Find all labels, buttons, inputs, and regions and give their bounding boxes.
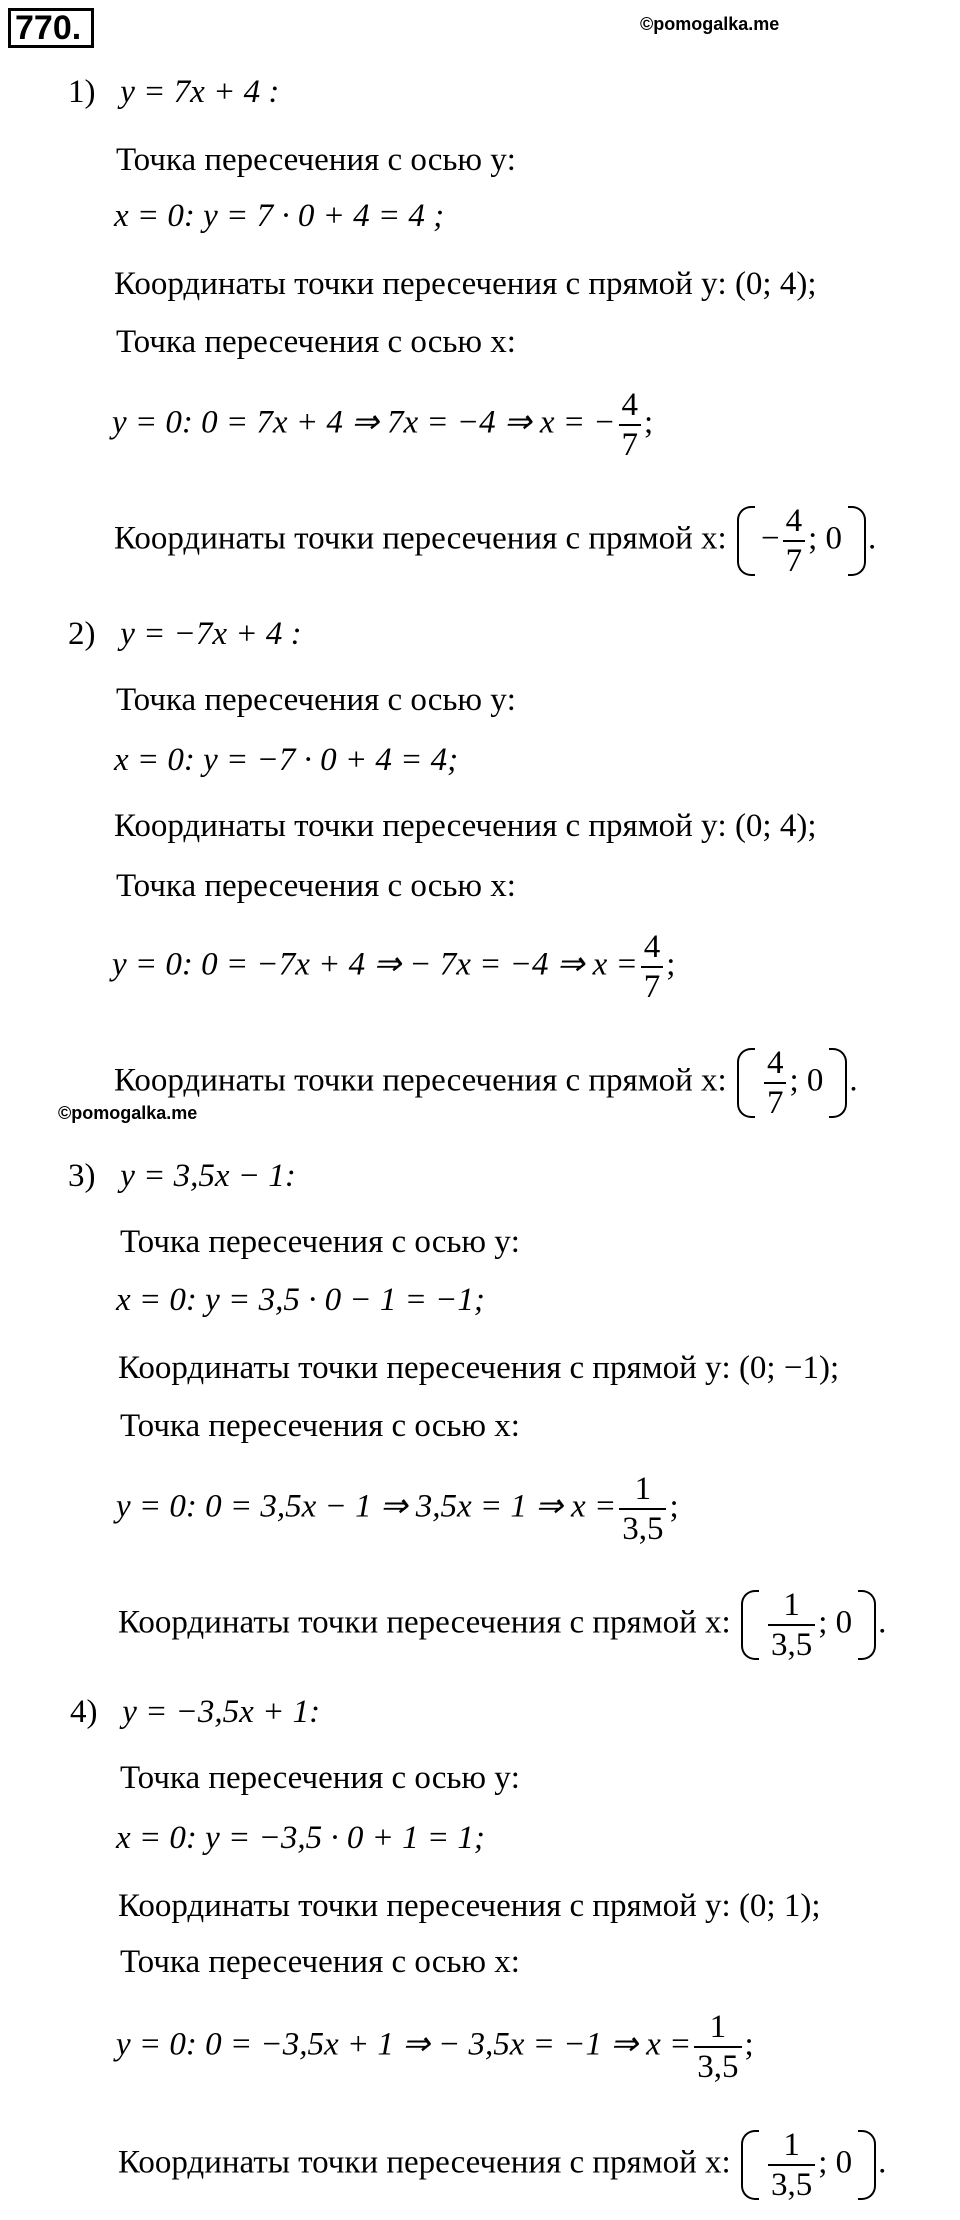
fraction [694, 2008, 741, 2086]
fraction-numerator: 1 [619, 1470, 666, 1510]
fraction [783, 502, 806, 580]
x-result-text: Координаты точки пересечения с прямой x: [114, 520, 727, 557]
fraction-numerator: 1 [694, 2008, 741, 2048]
problem-equation: y = −3,5x + 1: [122, 1694, 321, 1730]
watermark-middle: ©pomogalka.me [58, 1103, 198, 1123]
problem-1-heading [68, 72, 279, 112]
problem-label: 2) [68, 616, 96, 652]
x-calc-end: ; [669, 1488, 679, 1525]
y-intersection-result: Координаты точки пересечения с прямой y: (0; 4); [114, 808, 817, 844]
y-intersection-result: Координаты точки пересечения с прямой y: (0; 4); [114, 266, 817, 302]
x-calc-text: y = 0: 0 = 3,5x − 1 ⇒ 3,5x = 1 ⇒ x = [116, 1488, 617, 1525]
x-calc-text: y = 0: 0 = −7x + 4 ⇒ − 7x = −4 ⇒ x = [112, 946, 638, 983]
coordinate-tail: ; 0 [808, 520, 842, 557]
fraction [768, 2126, 815, 2204]
fraction-denominator: 3,5 [697, 2049, 739, 2085]
coordinate-tail: ; 0 [818, 2144, 853, 2181]
fraction [768, 1586, 815, 1664]
fraction [641, 928, 664, 1006]
x-intersection-result [114, 502, 876, 580]
coordinate-parentheses [739, 2126, 878, 2204]
fraction-numerator: 4 [619, 386, 642, 426]
x-calc-text: y = 0: 0 = −3,5x + 1 ⇒ − 3,5x = −1 ⇒ x = [116, 2026, 692, 2063]
fraction-numerator: 1 [768, 1586, 815, 1626]
fraction [619, 386, 642, 464]
x-intersection-header: Точка пересечения с осью x: [116, 324, 516, 360]
problem-equation: y = 7x + 4 : [120, 74, 280, 110]
y-intersection-calc: x = 0: y = −3,5 · 0 + 1 = 1; [116, 1820, 485, 1856]
problem-equation: y = −7x + 4 : [120, 616, 302, 652]
problem-4-heading [70, 1692, 320, 1732]
y-intersection-header: Точка пересечения с осью y: [116, 142, 516, 178]
problem-label: 3) [68, 1158, 96, 1194]
fraction-denominator: 7 [766, 1085, 784, 1121]
fraction-denominator: 7 [643, 969, 661, 1005]
problem-label: 4) [70, 1694, 98, 1730]
x-intersection-header: Точка пересечения с осью x: [120, 1944, 520, 1980]
y-intersection-header: Точка пересечения с осью y: [120, 1760, 520, 1796]
x-intersection-result [118, 1586, 886, 1664]
x-calc-end: ; [744, 2026, 754, 2063]
fraction-denominator: 3,5 [622, 1511, 664, 1547]
fraction [764, 1044, 787, 1122]
fraction-denominator: 7 [785, 543, 803, 579]
coordinate-parentheses [735, 502, 868, 580]
y-intersection-calc: x = 0: y = −7 · 0 + 4 = 4; [114, 742, 459, 778]
task-number: 770. [8, 8, 94, 48]
x-result-text: Координаты точки пересечения с прямой x: [118, 2144, 731, 2181]
x-calc-end: ; [644, 404, 654, 441]
x-result-text: Координаты точки пересечения с прямой x: [118, 1604, 731, 1641]
y-intersection-result: Координаты точки пересечения с прямой y: (0; −1); [118, 1350, 840, 1386]
coordinate-parentheses [739, 1586, 878, 1664]
x-intersection-calc [116, 2008, 754, 2086]
result-end: . [849, 1062, 858, 1099]
problem-label: 1) [68, 74, 96, 110]
x-intersection-header: Точка пересечения с осью x: [120, 1408, 520, 1444]
fraction-numerator: 4 [783, 502, 806, 542]
y-intersection-result: Координаты точки пересечения с прямой y: (0; 1); [118, 1888, 821, 1924]
x-intersection-result [118, 2126, 886, 2204]
result-end: . [868, 520, 877, 557]
result-end: . [878, 2144, 887, 2181]
fraction-denominator: 3,5 [770, 1627, 813, 1663]
fraction [619, 1470, 666, 1548]
x-calc-end: ; [666, 946, 676, 983]
coordinate-parentheses [735, 1044, 849, 1122]
fraction-numerator: 1 [768, 2126, 815, 2166]
fraction-denominator: 3,5 [770, 2167, 813, 2203]
y-intersection-calc: x = 0: y = 7 · 0 + 4 = 4 ; [114, 198, 445, 234]
problem-2-heading [68, 614, 302, 654]
x-calc-text: y = 0: 0 = 7x + 4 ⇒ 7x = −4 ⇒ x = − [112, 404, 616, 441]
problem-3-heading [68, 1156, 296, 1196]
coordinate-sign: − [760, 520, 780, 557]
coordinate-tail: ; 0 [789, 1062, 824, 1099]
y-intersection-header: Точка пересечения с осью y: [116, 682, 516, 718]
y-intersection-calc: x = 0: y = 3,5 · 0 − 1 = −1; [116, 1282, 485, 1318]
watermark-top: ©pomogalka.me [640, 14, 780, 34]
x-result-text: Координаты точки пересечения с прямой x: [114, 1062, 727, 1099]
x-intersection-calc [112, 928, 675, 1006]
x-intersection-calc [112, 386, 653, 464]
result-end: . [878, 1604, 887, 1641]
fraction-denominator: 7 [621, 427, 639, 463]
x-intersection-result [114, 1044, 858, 1122]
x-intersection-calc [116, 1470, 679, 1548]
y-intersection-header: Точка пересечения с осью y: [120, 1224, 520, 1260]
fraction-numerator: 4 [764, 1044, 787, 1084]
x-intersection-header: Точка пересечения с осью x: [116, 868, 516, 904]
coordinate-tail: ; 0 [818, 1604, 853, 1641]
fraction-numerator: 4 [641, 928, 664, 968]
problem-equation: y = 3,5x − 1: [120, 1158, 296, 1194]
